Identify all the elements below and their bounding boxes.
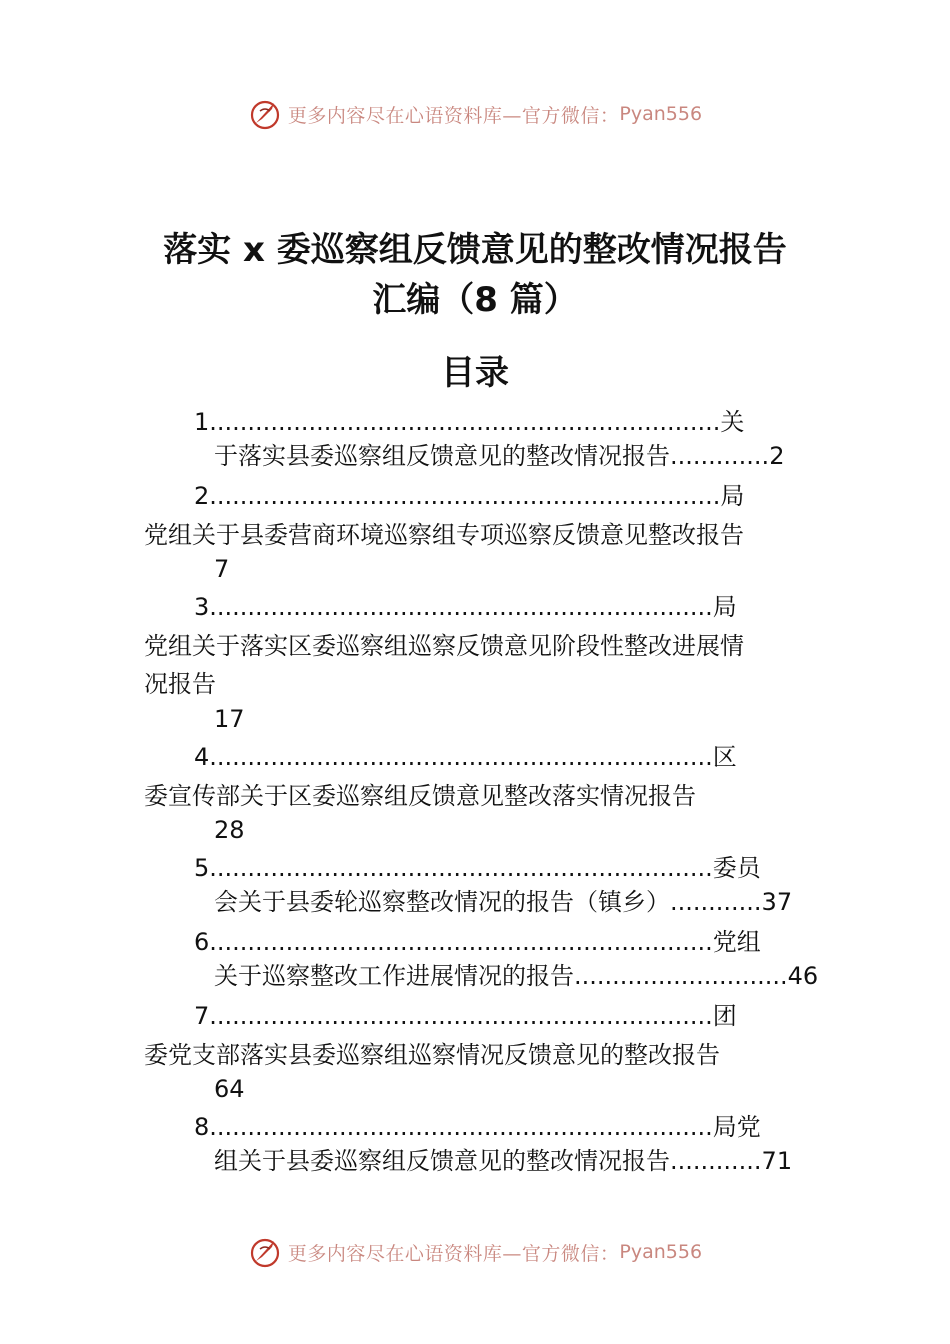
toc-entry-head: 关 — [720, 408, 745, 436]
toc-entry-number: 4 — [194, 743, 210, 771]
toc-entry-8-cont[interactable]: 组关于县委巡察组反馈意见的整改情况报告............71 — [214, 1147, 793, 1175]
toc-entry-page[interactable]: 17 — [214, 705, 245, 733]
footer-banner — [0, 1232, 950, 1272]
toc-entry-title: 关于巡察整改工作进展情况的报告 — [214, 962, 574, 990]
toc-entry-6[interactable]: 6..................................................................党组 — [194, 928, 761, 956]
toc-entry-title[interactable]: 委党支部落实县委巡察组巡察情况反馈意见的整改报告 — [144, 1041, 720, 1069]
toc-entry-5[interactable]: 5..................................................................委员 — [194, 854, 761, 882]
toc-entry-number: 1 — [194, 408, 210, 436]
toc-entry-7[interactable]: 7..................................................................团 — [194, 1002, 737, 1030]
quill-logo-icon — [248, 1235, 282, 1269]
toc-entry-title: 组关于县委巡察组反馈意见的整改情况报告 — [214, 1147, 670, 1175]
toc-entry-number: 6 — [194, 928, 210, 956]
document-title-line1: 落实 x 委巡察组反馈意见的整改情况报告 — [163, 230, 787, 270]
banner-wechat-id: Pyan556 — [619, 103, 703, 125]
toc-entry-number: 5 — [194, 854, 210, 882]
toc-entry-title: 会关于县委轮巡察整改情况的报告（镇乡） — [214, 888, 670, 916]
toc-entry-3[interactable]: 3..................................................................局 — [194, 593, 737, 621]
toc-entry-title: 于落实县委巡察组反馈意见的整改情况报告 — [214, 442, 670, 470]
toc-entry-title[interactable]: 党组关于落实区委巡察组巡察反馈意见阶段性整改进展情 — [144, 632, 744, 660]
toc-entry-page: 37 — [761, 888, 793, 916]
toc-entry-head: 委员 — [712, 854, 761, 882]
toc-entry-number: 7 — [194, 1002, 210, 1030]
toc-entry-head: 团 — [712, 1002, 737, 1030]
toc-entry-5-cont[interactable]: 会关于县委轮巡察整改情况的报告（镇乡）............37 — [214, 888, 793, 916]
toc-entry-number: 3 — [194, 593, 210, 621]
toc-entry-head: 党组 — [712, 928, 761, 956]
toc-entry-8[interactable]: 8..................................................................局党 — [194, 1113, 761, 1141]
toc-entry-page[interactable]: 28 — [214, 816, 245, 844]
toc-entry-head: 区 — [712, 743, 737, 771]
toc-entry-page: 71 — [761, 1147, 793, 1175]
toc-entry-4[interactable]: 4..................................................................区 — [194, 743, 737, 771]
banner-wechat-id: Pyan556 — [619, 1241, 703, 1263]
toc-entry-1[interactable]: 1...................................................................关 — [194, 408, 745, 436]
toc-entry-page: 46 — [787, 962, 819, 990]
toc-entry-head: 局 — [712, 593, 737, 621]
banner-text: 更多内容尽在心语资料库—官方微信： — [287, 104, 620, 127]
toc-entry-title-cont[interactable]: 况报告 — [144, 670, 216, 698]
toc-entry-page[interactable]: 7 — [214, 555, 230, 583]
toc-entry-page: 2 — [769, 442, 785, 470]
toc-entry-6-cont[interactable]: 关于巡察整改工作进展情况的报告............................46 — [214, 962, 819, 990]
toc-entry-1-cont[interactable]: 于落实县委巡察组反馈意见的整改情况报告.............2 — [214, 442, 785, 470]
toc-entry-title[interactable]: 委宣传部关于区委巡察组反馈意见整改落实情况报告 — [144, 782, 696, 810]
toc-entry-number: 2 — [194, 482, 210, 510]
toc-entry-head: 局 — [720, 482, 745, 510]
toc-entry-head: 局党 — [712, 1113, 761, 1141]
toc-heading: 目录 — [441, 353, 509, 393]
toc-entry-page[interactable]: 64 — [214, 1075, 245, 1103]
document-title-line2: 汇编（8 篇） — [372, 280, 578, 320]
header-banner — [0, 94, 950, 134]
quill-logo-icon — [248, 97, 282, 131]
toc-entry-number: 8 — [194, 1113, 210, 1141]
toc-entry-2[interactable]: 2...................................................................局 — [194, 482, 745, 510]
banner-text: 更多内容尽在心语资料库—官方微信： — [287, 1242, 620, 1265]
toc-entry-title[interactable]: 党组关于县委营商环境巡察组专项巡察反馈意见整改报告 — [144, 521, 744, 549]
